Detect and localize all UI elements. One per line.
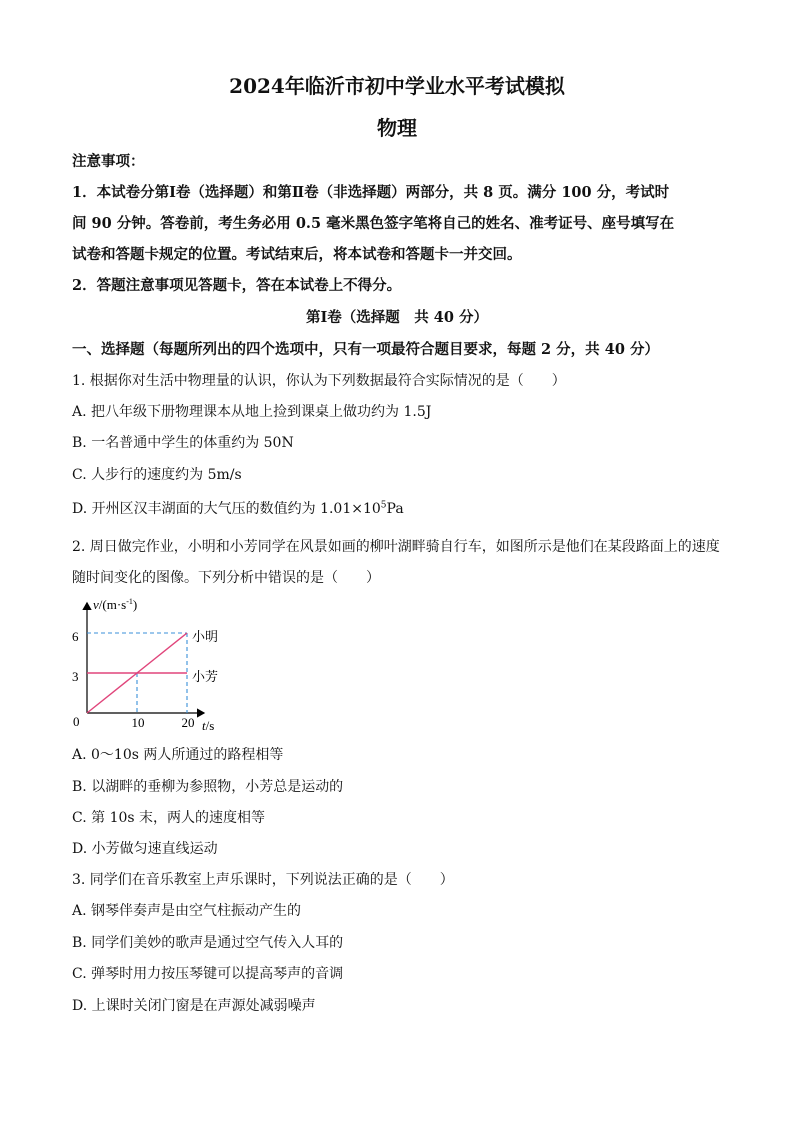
subject-title: 物理 xyxy=(377,116,417,140)
x-axis-label: t/s xyxy=(202,718,215,733)
notice-item-1-line-3: 试卷和答题卡规定的位置。考试结束后，将本试卷和答题卡一并交回。 xyxy=(72,246,522,263)
y-tick-6: 6 xyxy=(72,629,79,644)
q3-option-d: D. 上课时关闭门窗是在声源处减弱噪声 xyxy=(72,998,316,1014)
q1-option-c: C. 人步行的速度约为 5m/s xyxy=(72,467,242,483)
q1-stem: 1. 根据你对生活中物理量的认识，你认为下列数据最符合实际情况的是（ ） xyxy=(72,373,566,389)
x-tick-20: 20 xyxy=(181,715,195,730)
notice-item-1-line-2: 间 90 分钟。答卷前，考生务必用 0.5 毫米黑色签字笔将自己的姓名、准考证号、座号填写在 xyxy=(72,215,675,232)
q3-option-a: A. 钢琴伴奏声是由空气柱振动产生的 xyxy=(72,903,302,919)
q2-option-a: A. 0～10s 两人所通过的路程相等 xyxy=(72,747,284,763)
data-series xyxy=(87,633,187,713)
x-tick-10: 10 xyxy=(131,715,145,730)
y-axis-label: $v/(m\cdot s^{-1})$ xyxy=(93,597,138,612)
notice-item-1-line-1: 1．本试卷分第Ⅰ卷（选择题）和第Ⅱ卷（非选择题）两部分，共 8 页。满分 100 分，考试时 xyxy=(72,184,670,201)
series-label-xiaoming: 小明 xyxy=(192,629,219,644)
section-heading: 一、选择题（每题所列出的四个选项中，只有一项最符合题目要求，每题 2 分，共 40 分） xyxy=(72,341,659,358)
q3-option-b: B. 同学们美妙的歌声是通过空气传入人耳的 xyxy=(72,935,344,951)
exam-title: 2024年临沂市初中学业水平考试模拟 xyxy=(229,74,565,98)
origin-label: 0 xyxy=(73,714,80,729)
q2-option-d: D. 小芳做匀速直线运动 xyxy=(72,841,218,857)
notice-heading: 注意事项： xyxy=(72,153,145,170)
series-label-xiaofang: 小芳 xyxy=(192,669,219,684)
q1-option-d: D. 开州区汉丰湖面的大气压的数值约为 $1.01\times 10^5Pa$ xyxy=(72,500,404,517)
notice-item-2: 2．答题注意事项见答题卡，答在本试卷上不得分。 xyxy=(72,277,402,294)
part-1-heading: 第Ⅰ卷（选择题 共 40 分） xyxy=(305,309,489,326)
q2-stem-line-1: 2. 周日做完作业，小明和小芳同学在风景如画的柳叶湖畔骑自行车，如图所示是他们在某段路面上的速度 xyxy=(72,539,720,555)
q3-option-c: C. 弹琴时用力按压琴键可以提高琴声的音调 xyxy=(72,966,344,982)
q3-stem: 3. 同学们在音乐教室上声乐课时，下列说法正确的是（ ） xyxy=(72,872,454,888)
q2-stem-line-2: 随时间变化的图像。下列分析中错误的是（ ） xyxy=(72,570,380,586)
y-tick-3: 3 xyxy=(72,669,79,684)
q2-option-c: C. 第 10s 末，两人的速度相等 xyxy=(72,810,266,826)
q1-option-b: B. 一名普通中学生的体重约为 50N xyxy=(72,435,294,451)
q1-option-a: A. 把八年级下册物理课本从地上捡到课桌上做功约为 1.5J xyxy=(72,404,432,420)
q2-option-b: B. 以湖畔的垂柳为参照物，小芳总是运动的 xyxy=(72,779,344,795)
